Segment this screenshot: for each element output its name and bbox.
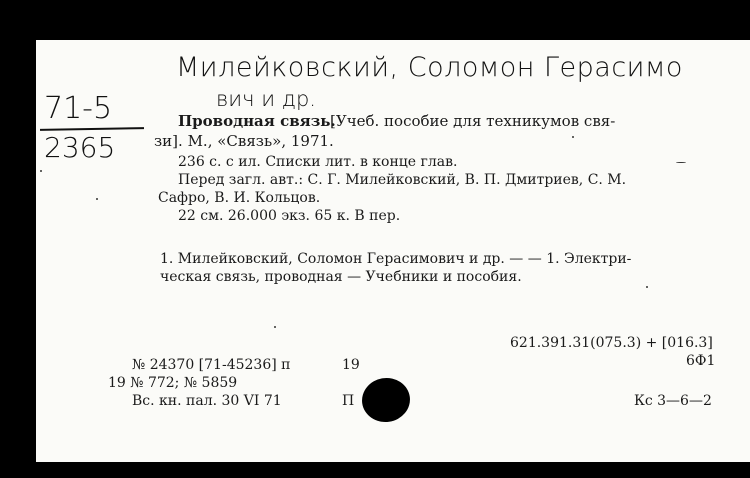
order-number: № 24370 [71-45236] п [132,357,291,373]
title-line2: зи]. М., «Связь», 1971. [154,132,334,150]
handwritten-author-line1: Милейковский, Соломон Герасимо [176,52,683,83]
handwritten-author-line2: вич и др. [216,87,316,111]
subject-line1: 1. Милейковский, Соломон Герасимович и др. — — 1. Электри- [160,251,632,267]
catalog-card [36,40,750,462]
subject-line2: ческая связь, проводная — Учебники и пособия. [160,269,522,285]
authors-line1: Перед загл. авт.: С. Г. Милейковский, В. П. Дмитриев, С. М. [178,172,627,188]
ink-blot [359,375,413,425]
authors-line2: Сафро, В. И. Кольцов. [158,190,321,206]
speck [572,136,574,138]
signed-date: Вс. кн. пал. 30 VI 71 [132,393,282,409]
speck [676,162,686,163]
speck [40,170,42,172]
title-bold: Проводная связь. [178,112,336,130]
speck [646,286,648,288]
price-code: Кс 3—6—2 [634,393,712,409]
udc-code: 621.391.31(075.3) + [016.3] [510,335,713,351]
handwritten-call-number: 71-5 [44,91,113,126]
bbk-code: 6Ф1 [686,353,716,369]
speck [274,326,276,328]
speck [96,198,98,200]
issue-line: 19 № 772; № 5859 [108,375,238,391]
title-rest: [Учеб. пособие для техникумов свя- [330,112,616,130]
print-mark: П [342,393,355,409]
pages-line: 236 с. с ил. Списки лит. в конце глав. [178,154,458,170]
handwritten-inventory-number: 2365 [44,131,116,164]
size-price-line: 22 см. 26.000 экз. 65 к. В пер. [178,208,401,224]
order-year: 19 [342,357,360,373]
